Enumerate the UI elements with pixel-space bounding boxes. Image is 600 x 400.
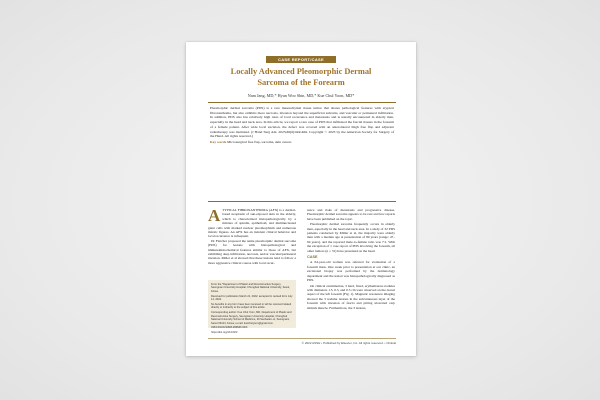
corresponding-author-note: Corresponding author: Kue Chul Yoon, MD, Department of Plastic and Reconstructive Surgery, Seongnam University Hospital, Chungbuk National University School of Medicine, 29 Seohwaro-ro, Seongnam, Seoul 03144, Korea; e-mail: kuechulyoon@gmail.com. (211, 311, 292, 325)
disclosure-note: No benefits in any form have been received or will be received related directly or indirectly to the subject of this article. (211, 303, 292, 310)
author-list: Nam Jang, MD,* Hyun Woo Shin, MD,* Kue Chul Yoon, MD* (247, 93, 355, 98)
title-line-1: Locally Advanced Pleomorphic Dermal (230, 67, 372, 76)
article-title (206, 66, 396, 88)
case-paragraph-1: A 64-year-old woman was referred for evaluation of a forearm mass. One week prior to presentation at our clinic, an excisional biopsy was performed by the dermatology department and the lesion was histopathologically diagnosed as PDS. (307, 260, 395, 283)
title-line-2: Sarcoma of the Forearm (257, 78, 345, 87)
page-footer: © 2022 ASSH • Published by Elsevier, Inc. All rights reserved. • Clinical (301, 341, 396, 345)
received-note: Received for publication March 21, 2022; accepted in revised form July 14, 2022. (211, 294, 293, 302)
body-column-left (208, 208, 296, 278)
document-page (186, 42, 416, 356)
intro-paragraph-1: (AFX) is a dermal-based neoplasm of sun-exposed skin in the elderly, which is characterized histopathologically by a mixture of spindle, epithelioid, and multinucleated giant cells with marked nuclear pleomorphism and numerous mitotic figures. An AFX has an indolent clinical behavior and local recurrence is infrequent. (208, 208, 296, 239)
drop-cap: A (208, 206, 221, 225)
abstract-box (208, 102, 396, 202)
correspondence-box (208, 280, 296, 335)
keywords-text: Microsurgical free flap, sarcoma, skin cancer. (227, 139, 292, 144)
intro-paragraph-4: Pleomorphic dermal sarcoma frequently occurs in elderly men, especially in the head and neck area. In a study of 32 PDS patients conducted by Miller et al, the majority were elderly men with a median age at presentation of 80 years (range: 47–94 years), and the reported male-to-female ratio was 7:1. With the exception of 1 case report of PDS involving the forearm, all other tumors (n = 31) have presented on the head. (307, 222, 395, 253)
doi-note: https://doi.org/10.1016/ (211, 331, 238, 335)
abstract-text: Pleomorphic dermal sarcoma (PDS) is a rare mesenchymal tissue tumor that shares pathological features with atypical fibroxanthoma, but also exhibits more necrosis, invasion beyond the superficial subcutis, and vascular or perineural infiltration. In addition, PDS also has relatively high rates of local recurrence and metastasis and is usually encountered in elderly men, especially in the head and neck area. In this article, we report a rare case of PDS that infiltrated the fascial tissues in the forearm of a female patient. After wide local excision, the defect was covered with an anterolateral thigh free flap and adjuvant radiotherapy was instituted. (J Hand Surg Am. 2023;##(#):###-###. Copyright © 2023 by the American Society for Surgery of the Hand. All rights reserved.) (210, 106, 394, 139)
affiliation-note: From the *Department of Plastic and Reconstructive Surgery, Seongnam University Hospital, Chungbuk National University, Seoul, Korea. (211, 283, 290, 293)
section-badge: CASE REPORT/CASE (266, 56, 336, 63)
intro-paragraph-2: Dr Fletcher proposed the name pleomorphic dermal sarcoma (PDS) for lesions with histopathological and immunohistochemical features similar to those of AFX, but exhibiting deep infiltration, necrosis, and/or vascular/perineural invasion. Miller et al showed that these lesions tend to follow a more aggressive clinical course with local recur- (208, 238, 296, 265)
case-paragraph-2: On clinical examination, 3 hard, fixed, erythematous nodules with diameters 1.5, 0.5, and 0.5 cm were observed on the dorsal aspect of the left forearm (Fig. 1). Magnetic resonance imaging showed the 3 nodular lesions in the subcutaneous layer of the forearm with invasion of fascia and pitting ulcerated carp stimuls muscle. Furthermore, the 3 lesions, (307, 283, 395, 310)
footer-rule (208, 338, 396, 339)
body-column-right (307, 208, 395, 336)
intro-paragraph-3: rence and risks of metastasis and progressive disease. Pleomorphic dermal sarcoma appears to be rare and few reports have been published on the topic. (307, 208, 395, 221)
case-heading: CASE (307, 255, 318, 260)
lead-in: TYPICAL FIBROXANTHOMA (222, 208, 268, 212)
issn-note: 0363-5023/23/###-###$36.00/0 (211, 326, 248, 330)
keywords-line (210, 140, 394, 145)
keywords-label: Key words (210, 139, 227, 144)
